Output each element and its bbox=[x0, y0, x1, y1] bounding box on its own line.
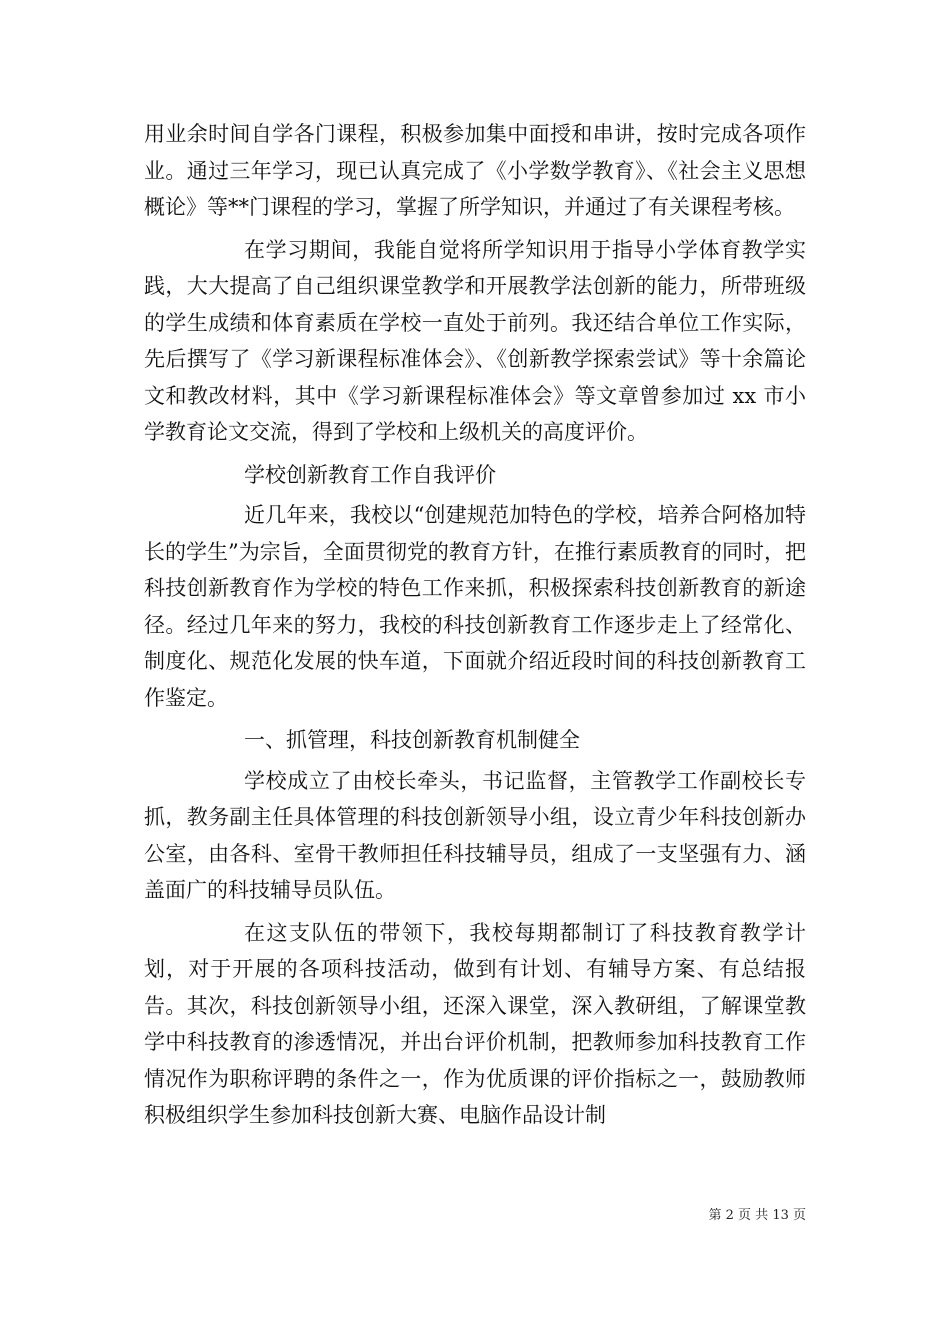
page-number-footer: 第 2 页 共 13 页 bbox=[708, 1208, 806, 1223]
paragraph-leadership-group: 学校成立了由校长牵头，书记监督，主管教学工作副校长专抓，教务副主任具体管理的科技创新领导小组，设立青少年科技创新办公室，由各科、室骨干教师担任科技辅导员，组成了一支坚强有力、涵盖面广的科技辅导员队伍。 bbox=[144, 768, 806, 902]
section-title-self-evaluation: 学校创新教育工作自我评价 bbox=[244, 462, 496, 487]
paragraph-continued-study: 用业余时间自学各门课程，积极参加集中面授和串讲，按时完成各项作业。通过三年学习，现已认真完成了《小学数学教育》、《社会主义思想概论》等**门课程的学习，掌握了所学知识，并通过了有关课程考核。 bbox=[144, 122, 806, 219]
paragraph-team-plans: 在这支队伍的带领下，我校每期都制订了科技教育教学计划，对于开展的各项科技活动，做到有计划、有辅导方案、有总结报告。其次，科技创新领导小组，还深入课堂，深入教研组，了解课堂教学中科技教育的渗透情况，并出台评价机制，把教师参加科技教育工作情况作为职称评聘的条件之一，作为优质课的评价指标之一，鼓励教师积极组织学生参加科技创新大赛、电脑作品设计制 bbox=[144, 920, 806, 1127]
document-body bbox=[144, 116, 806, 1140]
section-heading-management: 一、抓管理，科技创新教育机制健全 bbox=[244, 728, 580, 752]
paragraph-recent-years: 近几年来，我校以“创建规范加特色的学校，培养合阿格加特长的学生”为宗旨，全面贯彻党的教育方针，在推行素质教育的同时，把科技创新教育作为学校的特色工作来抓，积极探索科技创新教育的新途径。经过几年来的努力，我校的科技创新教育工作逐步走上了经常化、制度化、规范化发展的快车道，下面就介绍近段时间的科技创新教育工作鉴定。 bbox=[144, 503, 806, 710]
paragraph-study-period: 在学习期间，我能自觉将所学知识用于指导小学体育教学实践，大大提高了自己组织课堂教学和开展教学法创新的能力，所带班级的学生成绩和体育素质在学校一直处于前列。我还结合单位工作实际，先后撰写了《学习新课程标准体会》、《创新教学探索尝试》等十余篇论文和教改材料，其中《学习新课程标准体会》等文章曾参加过 xx 市小学教育论文交流，得到了学校和上级机关的高度评价。 bbox=[144, 237, 806, 444]
